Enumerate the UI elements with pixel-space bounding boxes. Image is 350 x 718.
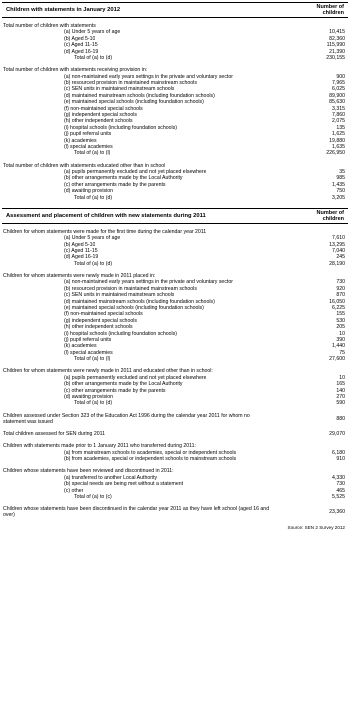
row-label: Total number of children with statements receiving provision in: — [3, 67, 148, 74]
row-label: (a) transferred to another Local Authority — [64, 474, 158, 481]
row-label: (i) hospital schools (including foundation schools) — [64, 124, 178, 131]
row-value: 75 — [339, 349, 345, 356]
row-label: Total of (a) to (d) — [74, 55, 113, 61]
row-label: (c) other arrangements made by the parents — [64, 387, 166, 394]
row-label: (b) Aged 5-10 — [64, 35, 96, 42]
row-value: 140 — [336, 387, 345, 394]
row-value: 1,635 — [332, 144, 345, 150]
row-label: Total number of children with statements educated other than in school — [3, 162, 166, 169]
row-value: 270 — [336, 394, 345, 400]
column-header: Number of children — [316, 209, 344, 222]
row-label: Children for whom statements were newly made in 2011 placed in: — [3, 273, 156, 279]
row-label: (b) other arrangements made by the Local Authority — [64, 381, 183, 388]
section-header — [2, 208, 348, 224]
row-label: (b) special needs are being met without a statement — [64, 481, 184, 488]
row-label: (c) Aged 11-15 — [64, 42, 98, 49]
row-value: 10,415 — [329, 29, 345, 36]
row-label: Total of (a) to (d) — [74, 400, 113, 407]
row-label: (j) pupil referral units — [64, 131, 112, 138]
row-label: (a) Under 5 years of age — [64, 235, 121, 242]
row-value: 19,880 — [329, 137, 345, 144]
row-value: 5,525 — [332, 494, 345, 500]
row-label: Children for whom statements were made for the first time during the calendar year 2011 — [3, 228, 207, 235]
row-value: 155 — [336, 311, 345, 318]
row-label: (d) Aged 16-19 — [64, 254, 99, 261]
row-label: (c) SEN units in maintained mainstream schools — [64, 86, 175, 93]
row-label: Total children assessed for SEN during 2011 — [3, 431, 105, 438]
row-label: (c) Aged 11-15 — [64, 248, 98, 254]
row-label: (c) other — [64, 487, 84, 494]
row-label: (d) Aged 16-19 — [64, 48, 99, 55]
row-value: 226,950 — [326, 150, 345, 157]
row-value: 750 — [336, 188, 345, 195]
row-label: Total number of children with statements — [3, 23, 96, 29]
row-label: (a) Under 5 years of age — [64, 29, 121, 36]
row-label: (l) special academies — [64, 349, 113, 356]
row-value: 530 — [336, 317, 345, 324]
row-label: (a) pupils permanently excluded and not yet placed elsewhere — [64, 169, 207, 175]
row-value: 730 — [336, 279, 345, 286]
row-label: (a) from mainstream schools to academies, special or independent schools — [64, 449, 237, 456]
table-row — [0, 413, 350, 426]
row-value: 7,965 — [332, 80, 345, 86]
row-value: 7,040 — [332, 248, 345, 254]
row-value: 1,435 — [332, 181, 345, 188]
row-value: 35 — [339, 169, 345, 175]
row-label: (f) non-maintained special schools — [64, 105, 143, 112]
row-value: 82,360 — [329, 35, 345, 42]
row-value: 89,900 — [329, 92, 345, 99]
row-label: Total of (a) to (c) — [74, 494, 112, 500]
row-value: 7,860 — [332, 112, 345, 118]
row-value: 880 — [336, 415, 345, 422]
row-label: Children whose statements have been reviewed and discontinued in 2011: — [3, 468, 174, 475]
row-value: 135 — [336, 124, 345, 131]
section-title: Children with statements in January 2012 — [6, 7, 121, 13]
row-label: Children for whom statements were newly made in 2011 and educated other than in school: — [3, 368, 213, 375]
row-value: 16,050 — [329, 298, 345, 305]
row-label: (b) resourced provision in maintained mainstream schools — [64, 80, 197, 86]
section-title: Assessment and placement of children with new statements during 2011 — [6, 212, 206, 219]
row-label: Total of (a) to (d) — [74, 194, 113, 201]
row-label: (d) awaiting provision — [64, 188, 114, 195]
row-label: (a) non-maintained early years settings in the private and voluntary sector — [64, 73, 233, 80]
row-value: 13,295 — [329, 241, 345, 248]
row-value: 29,070 — [329, 431, 345, 438]
row-value: 165 — [336, 381, 345, 388]
row-label: (e) maintained special schools (including foundation schools) — [64, 99, 204, 106]
row-value: 465 — [336, 487, 345, 494]
row-value: 1,440 — [332, 343, 345, 350]
row-label: (f) non-maintained special schools — [64, 311, 143, 318]
row-value: 27,600 — [329, 356, 345, 363]
row-label: (k) academies — [64, 137, 97, 144]
row-label: (l) special academies — [64, 144, 113, 150]
row-label: (g) independent special schools — [64, 317, 137, 324]
row-value: 115,990 — [326, 42, 345, 49]
row-label: Total of (a) to (l) — [74, 356, 111, 363]
row-value: 4,330 — [332, 474, 345, 481]
row-value: 230,155 — [326, 55, 345, 61]
row-label: (j) pupil referral units — [64, 337, 112, 343]
row-value: 910 — [336, 456, 345, 463]
row-label: (h) other independent schools — [64, 324, 133, 331]
row-label: (b) other arrangements made by the Local Authority — [64, 175, 183, 182]
row-label: (e) maintained special schools (including foundation schools) — [64, 305, 204, 311]
row-value: 6,025 — [332, 86, 345, 93]
row-value: 730 — [336, 481, 345, 488]
row-value: 2,075 — [332, 118, 345, 125]
row-value: 21,390 — [329, 48, 345, 55]
row-label: (c) SEN units in maintained mainstream schools — [64, 292, 175, 299]
row-label: (d) maintained mainstream schools (including foundation schools) — [64, 92, 215, 99]
row-value: 10 — [339, 374, 345, 381]
row-value: 3,315 — [332, 105, 345, 112]
row-value: 590 — [336, 400, 345, 407]
row-value: 1,625 — [332, 131, 345, 138]
row-value: 205 — [336, 324, 345, 331]
source-note: Source: SEN 2 Survey 2012 — [287, 524, 345, 530]
row-label: (c) other arrangements made by the parents — [64, 181, 166, 188]
row-label: (i) hospital schools (including foundation schools) — [64, 330, 178, 337]
row-value: 870 — [336, 292, 345, 299]
row-value: 6,180 — [332, 449, 345, 456]
row-label: Children assessed under Section 323 of the Education Act 1996 during the calendar year 2011 for whom no statement was issued — [3, 412, 250, 425]
row-label: Total of (a) to (d) — [74, 260, 113, 267]
row-label: Children whose statements have been discontinued in the calendar year 2011 as they have left school (aged 16 and over) — [3, 506, 270, 519]
column-header: Number of children — [316, 3, 344, 17]
table-row — [0, 506, 350, 519]
row-value: 390 — [336, 337, 345, 343]
row-label: Children with statements made prior to 1 January 2011 who transferred during 2011: — [3, 443, 197, 450]
row-value: 85,630 — [329, 99, 345, 106]
row-label: (h) other independent schools — [64, 118, 133, 125]
row-value: 23,360 — [329, 509, 345, 516]
row-value: 900 — [336, 73, 345, 80]
section-header — [2, 2, 348, 18]
row-value: 920 — [336, 285, 345, 292]
row-label: (b) resourced provision in maintained mainstream schools — [64, 285, 197, 292]
row-value: 245 — [336, 254, 345, 261]
row-label: (b) Aged 5-10 — [64, 241, 96, 248]
row-label: (d) awaiting provision — [64, 394, 114, 400]
row-label: (d) maintained mainstream schools (including foundation schools) — [64, 298, 215, 305]
row-value: 7,610 — [332, 235, 345, 242]
row-label: (a) pupils permanently excluded and not yet placed elsewhere — [64, 374, 207, 381]
row-label: (a) non-maintained early years settings in the private and voluntary sector — [64, 279, 233, 286]
row-value: 10 — [339, 330, 345, 337]
row-value: 3,205 — [332, 194, 345, 201]
row-label: Total of (a) to (l) — [74, 150, 111, 157]
row-value: 28,190 — [329, 260, 345, 267]
row-value: 985 — [336, 175, 345, 182]
row-label: (k) academies — [64, 343, 97, 350]
row-label: (g) independent special schools — [64, 112, 137, 118]
row-value: 6,225 — [332, 305, 345, 311]
row-label: (b) from academies, special or independent schools to mainstream schools — [64, 456, 237, 463]
